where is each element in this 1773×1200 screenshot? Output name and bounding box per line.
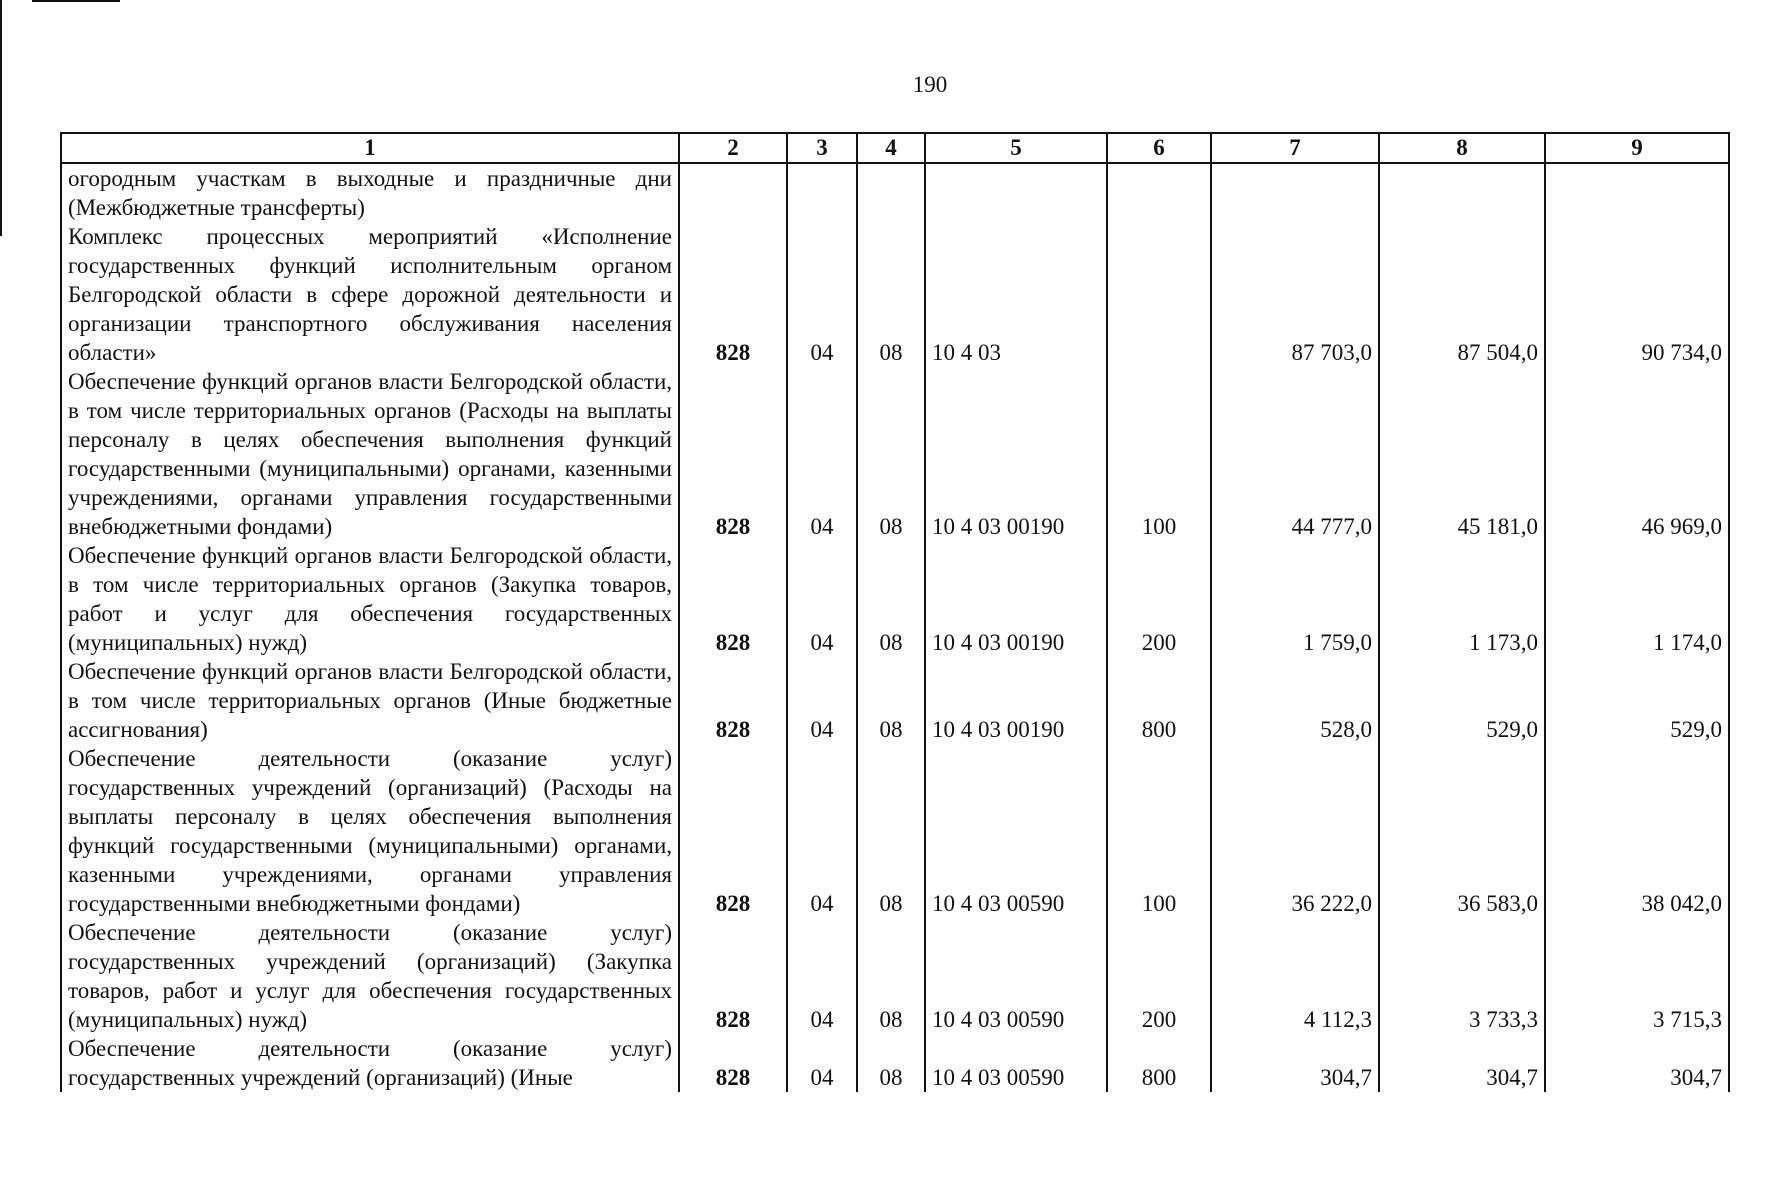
row-subsection: 08 [857,657,925,744]
page-number: 190 [912,72,948,97]
column-header: 3 [787,133,857,163]
table-row [61,744,1729,918]
row-expense-type: 200 [1107,541,1211,657]
column-header: 5 [925,133,1107,163]
budget-table [60,132,1730,1092]
column-header: 7 [1211,133,1379,163]
row-expense-type: 800 [1107,657,1211,744]
row-amount-col8: 36 583,0 [1379,744,1545,918]
row-section: 04 [787,1034,857,1092]
row-description: Обеспечение функций органов власти Белгородской области, в том числе территориальных органов (Иные бюджетные ассигнования) [61,657,679,744]
row-description: Обеспечение деятельности (оказание услуг) государственных учреждений (организаций) (Расходы на выплаты персоналу в целях обеспечения выполнения функций государственными (муниципальными) органами, казенными учреждениями, органами управления государственными внебюджетными фондами) [61,744,679,918]
table-row [61,163,1729,222]
row-expense-type: 800 [1107,1034,1211,1092]
row-expense-type: 200 [1107,918,1211,1034]
row-section: 04 [787,918,857,1034]
row-amount-col7: 87 703,0 [1211,222,1379,367]
column-header: 8 [1379,133,1545,163]
row-ministry-code: 828 [679,657,787,744]
row-amount-col9: 1 174,0 [1545,541,1729,657]
row-description: Обеспечение деятельности (оказание услуг) государственных учреждений (организаций) (Иные [61,1034,679,1092]
row-amount-col9 [1545,163,1729,222]
row-target-article: 10 4 03 00590 [925,744,1107,918]
row-ministry-code: 828 [679,367,787,541]
table-row [61,222,1729,367]
row-target-article: 10 4 03 00190 [925,367,1107,541]
column-header: 6 [1107,133,1211,163]
row-amount-col9: 304,7 [1545,1034,1729,1092]
row-target-article: 10 4 03 00590 [925,1034,1107,1092]
row-section: 04 [787,541,857,657]
column-header: 9 [1545,133,1729,163]
column-header: 4 [857,133,925,163]
row-amount-col7: 4 112,3 [1211,918,1379,1034]
row-ministry-code: 828 [679,222,787,367]
row-amount-col7: 36 222,0 [1211,744,1379,918]
row-section [787,163,857,222]
row-description: Обеспечение функций органов власти Белгородской области, в том числе территориальных органов (Закупка товаров, работ и услуг для обеспечения государственных (муниципальных) нужд) [61,541,679,657]
row-target-article [925,163,1107,222]
table-row [61,1034,1729,1092]
row-amount-col8: 3 733,3 [1379,918,1545,1034]
row-ministry-code: 828 [679,918,787,1034]
row-expense-type [1107,222,1211,367]
row-subsection: 08 [857,1034,925,1092]
row-amount-col8: 87 504,0 [1379,222,1545,367]
row-amount-col8: 529,0 [1379,657,1545,744]
row-target-article: 10 4 03 00190 [925,541,1107,657]
table-row [61,918,1729,1034]
table-row [61,367,1729,541]
row-amount-col7: 1 759,0 [1211,541,1379,657]
row-subsection: 08 [857,367,925,541]
row-amount-col8: 304,7 [1379,1034,1545,1092]
row-amount-col8 [1379,163,1545,222]
scan-edge-mark [0,0,2,236]
row-description: Комплекс процессных мероприятий «Исполнение государственных функций исполнительным органом Белгородской области в сфере дорожной деятельности и организации транспортного обслуживания населения области» [61,222,679,367]
row-amount-col9: 46 969,0 [1545,367,1729,541]
row-subsection: 08 [857,744,925,918]
row-description: Обеспечение функций органов власти Белгородской области, в том числе территориальных органов (Расходы на выплаты персоналу в целях обеспечения выполнения функций государственными (муниципальными) органами, казенными учреждениями, органами управления государственными внебюджетными фондами) [61,367,679,541]
row-amount-col8: 1 173,0 [1379,541,1545,657]
row-subsection: 08 [857,918,925,1034]
row-amount-col9: 38 042,0 [1545,744,1729,918]
row-description: Обеспечение деятельности (оказание услуг) государственных учреждений (организаций) (Закупка товаров, работ и услуг для обеспечения государственных (муниципальных) нужд) [61,918,679,1034]
row-section: 04 [787,744,857,918]
row-section: 04 [787,657,857,744]
row-subsection [857,163,925,222]
row-amount-col8: 45 181,0 [1379,367,1545,541]
row-amount-col9: 90 734,0 [1545,222,1729,367]
column-header: 1 [61,133,679,163]
table-row [61,541,1729,657]
row-amount-col7: 304,7 [1211,1034,1379,1092]
table-row [61,657,1729,744]
row-section: 04 [787,367,857,541]
row-ministry-code: 828 [679,541,787,657]
row-ministry-code: 828 [679,1034,787,1092]
row-subsection: 08 [857,541,925,657]
row-expense-type: 100 [1107,744,1211,918]
row-target-article: 10 4 03 [925,222,1107,367]
row-target-article: 10 4 03 00190 [925,657,1107,744]
row-amount-col7: 528,0 [1211,657,1379,744]
row-amount-col7: 44 777,0 [1211,367,1379,541]
table-header-row [61,133,1729,163]
row-expense-type: 100 [1107,367,1211,541]
row-amount-col7 [1211,163,1379,222]
row-expense-type [1107,163,1211,222]
row-target-article: 10 4 03 00590 [925,918,1107,1034]
row-description: огородным участкам в выходные и праздничные дни (Межбюджетные трансферты) [61,163,679,222]
row-ministry-code: 828 [679,744,787,918]
column-header: 2 [679,133,787,163]
row-ministry-code [679,163,787,222]
row-section: 04 [787,222,857,367]
row-subsection: 08 [857,222,925,367]
row-amount-col9: 529,0 [1545,657,1729,744]
scan-edge-mark [32,0,120,2]
row-amount-col9: 3 715,3 [1545,918,1729,1034]
